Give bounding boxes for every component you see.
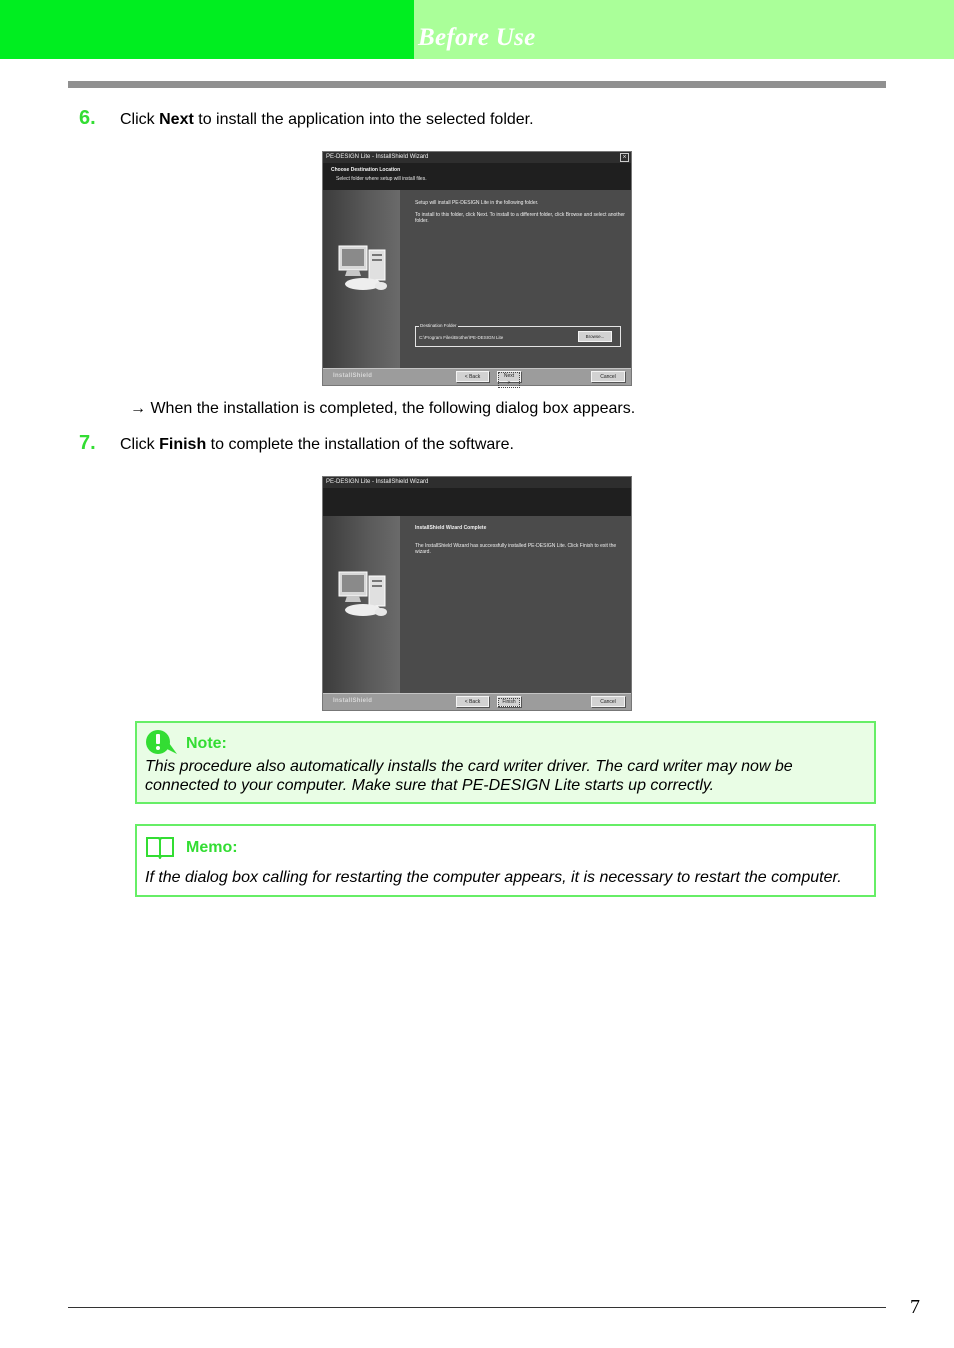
page-number: 7 (910, 1296, 920, 1318)
dialog-titlebar: PE-DESIGN Lite - InstallShield Wizard (323, 152, 631, 163)
header-bar-left (0, 0, 414, 59)
back-button[interactable]: < Back (456, 371, 489, 382)
dialog-footer (323, 368, 631, 385)
step-6-text: Click Next to install the application into the selected folder. (120, 111, 534, 128)
step-7-keyword: Finish (159, 436, 207, 453)
section-title: Before Use (418, 24, 536, 51)
note-text-line-1: This procedure also automatically installs the card writer driver. The card writer may now be (145, 758, 793, 775)
result-line: → When the installation is completed, the following dialog box appears. (130, 400, 636, 417)
memo-title: Memo: (186, 839, 238, 856)
dialog-body-1: Setup will install PE-DESIGN Lite in the following folder. (415, 200, 539, 206)
bottom-divider (68, 1307, 886, 1308)
next-button[interactable]: Next > (497, 371, 521, 382)
browse-button[interactable]: Browse... (578, 331, 612, 342)
dialog-titlebar: PE-DESIGN Lite - InstallShield Wizard (323, 477, 631, 488)
note-text-line-2: connected to your computer. Make sure that PE-DESIGN Lite starts up correctly. (145, 777, 715, 794)
back-button[interactable]: < Back (456, 696, 489, 707)
memo-text: If the dialog box calling for restarting the computer appears, it is necessary to restart the computer. (145, 869, 842, 886)
exclamation-icon (145, 729, 179, 755)
computer-icon (335, 566, 393, 622)
dialog-header (323, 163, 631, 190)
dialog-side-panel (323, 516, 400, 694)
step-number-6: 6. (79, 107, 96, 129)
top-divider (68, 81, 886, 88)
note-title: Note: (186, 735, 227, 752)
destination-folder-group (415, 323, 621, 347)
step-7-text: Click Finish to complete the installation of the software. (120, 436, 514, 453)
book-icon (145, 835, 175, 859)
cancel-button[interactable]: Cancel (591, 371, 625, 382)
destination-dialog (322, 151, 632, 386)
cancel-button[interactable]: Cancel (591, 696, 625, 707)
dialog-heading: Choose Destination Location (331, 167, 401, 173)
dialog-heading: InstallShield Wizard Complete (415, 525, 487, 531)
destination-folder-label: Destination Folder (420, 323, 457, 328)
complete-dialog (322, 476, 632, 711)
step-number-7: 7. (79, 432, 96, 454)
memo-box (135, 824, 876, 897)
dialog-body: The InstallShield Wizard has successfully installed PE-DESIGN Lite. Click Finish to exit the wizard. (415, 543, 617, 555)
finish-button[interactable]: Finish (497, 696, 521, 707)
dialog-side-panel (323, 190, 400, 369)
dialog-body-2: To install to this folder, click Next. To install to a different folder, click Browse and select another folder. (415, 212, 625, 224)
dialog-header (323, 488, 631, 516)
destination-folder-path: C:\Program Files\Brother\PE-DESIGN Lite (419, 335, 504, 340)
step-6-keyword: Next (159, 111, 194, 128)
dialog-subheading: Select folder where setup will install files. (336, 176, 427, 182)
dialog-footer (323, 693, 631, 710)
computer-icon (335, 240, 393, 296)
installshield-brand: InstallShield (333, 373, 373, 379)
installshield-brand: InstallShield (333, 698, 373, 704)
note-box (135, 721, 876, 804)
close-icon[interactable]: × (620, 153, 629, 162)
